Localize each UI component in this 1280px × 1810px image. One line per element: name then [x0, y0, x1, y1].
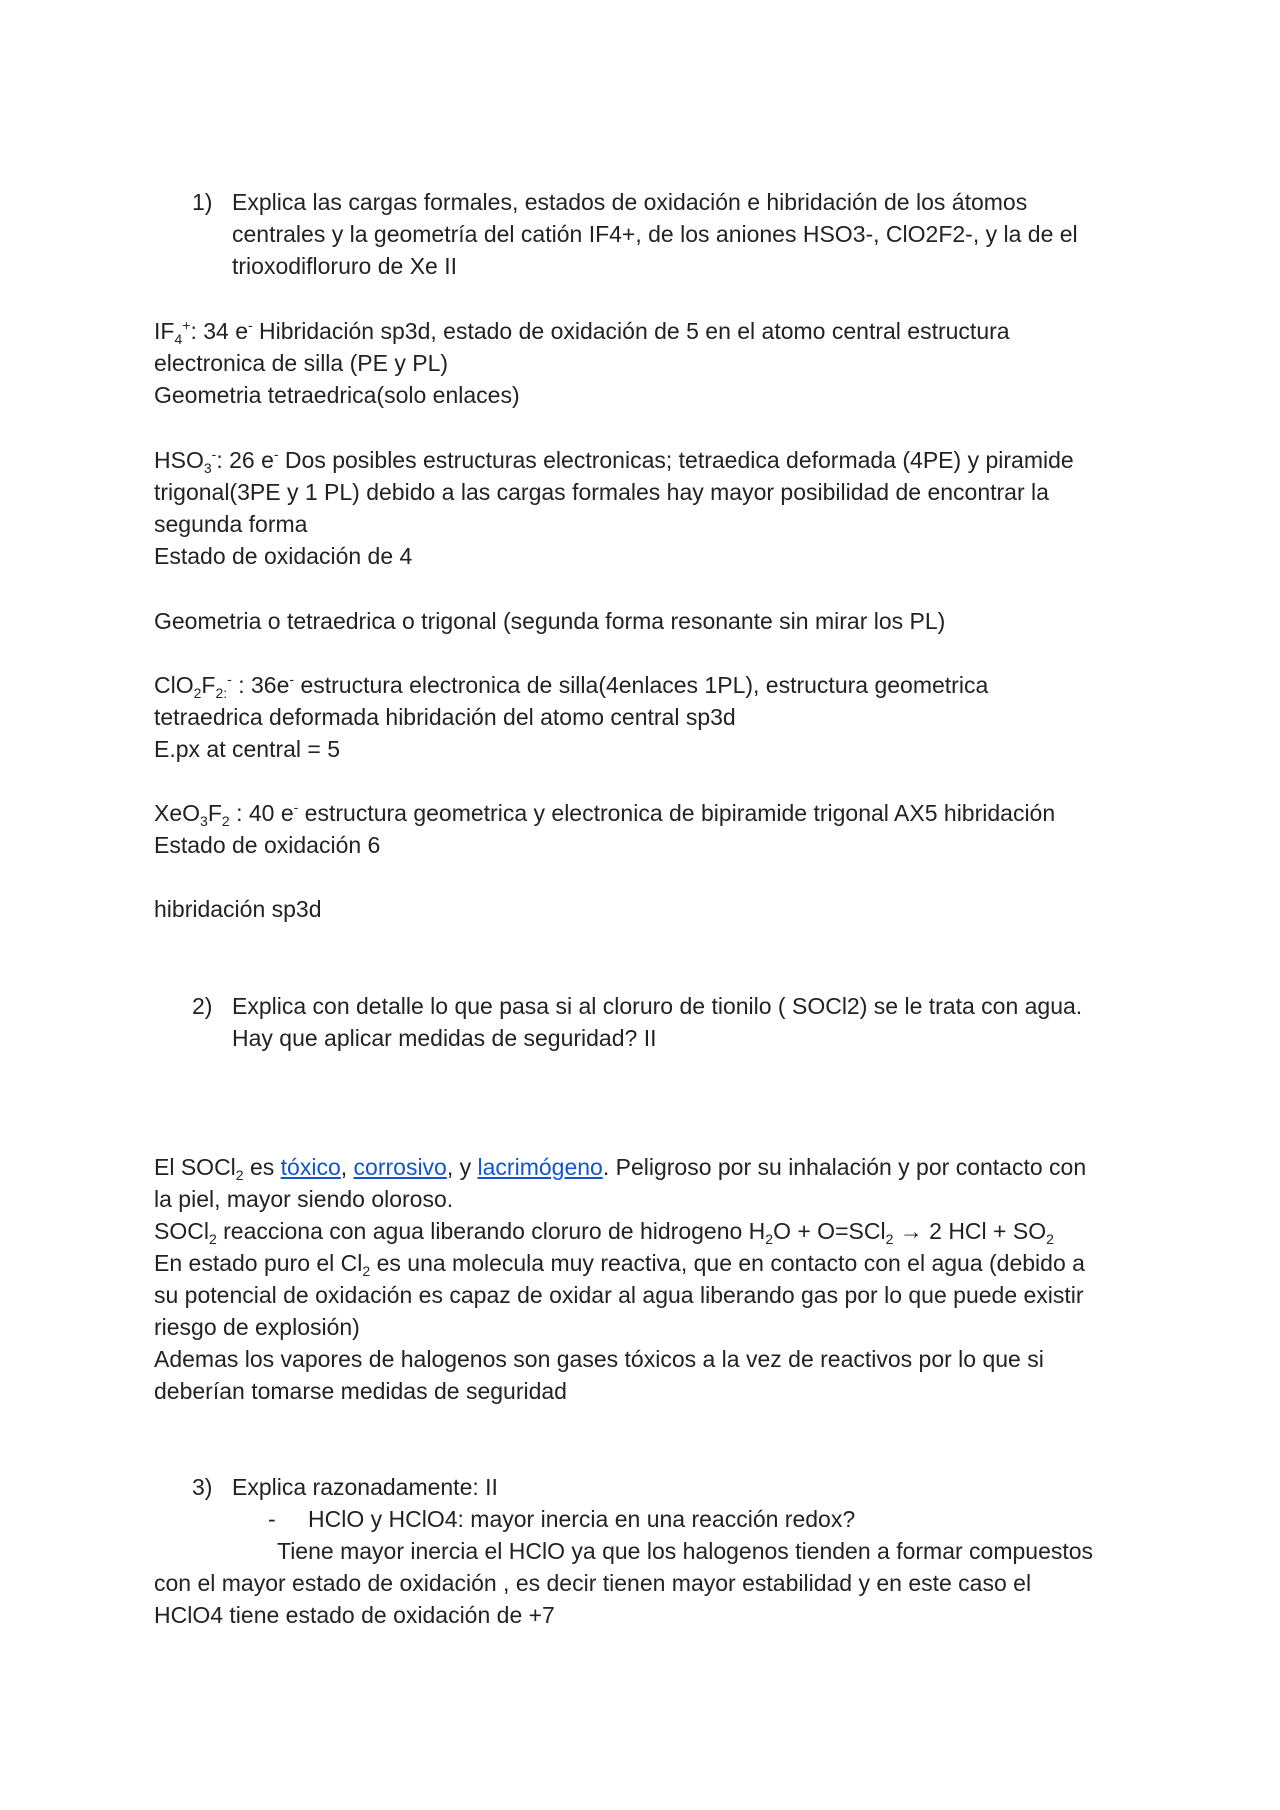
answer-3-line-2: con el mayor estado de oxidación , es decir tienen mayor estabilidad y en este caso el [154, 1570, 1032, 1596]
xeo3f2-line-3: hibridación sp3d [154, 896, 322, 922]
hso3-line-3: segunda forma [154, 511, 308, 537]
hso3-line-4: Estado de oxidación de 4 [154, 543, 413, 569]
socl2-line-4: En estado puro el $Cl_2$ es una molecula muy reactiva, que en contacto con el agua (debido a [154, 1250, 1085, 1279]
answer-3-line-1: Tiene mayor inercia el HClO ya que los halogenos tienden a formar compuestos [277, 1538, 1094, 1564]
if4-line-2: electronica de silla (PE y PL) [154, 350, 449, 376]
socl2-line-7: Ademas los vapores de halogenos son gases tóxicos a la vez de reactivos por lo que si [154, 1346, 1044, 1372]
socl2-line-3: SOCl$_2$ reacciona con agua liberando cloruro de hidrogeno $H_2O + O=SCl_2 \to 2$ HCl + $SO_2$ [154, 1218, 1054, 1247]
hso3-line-5: Geometria o tetraedrica o trigonal (segunda forma resonante sin mirar los PL) [154, 608, 946, 634]
xeo3f2-line-1: $XeO_3F_2$ : 40 e- estructura geometrica y electronica de bipiramide trigonal AX5 hibridación [154, 799, 1056, 829]
link-toxico[interactable]: tóxico [280, 1154, 341, 1180]
hso3-line-2: trigonal(3PE y 1 PL) debido a las cargas formales hay mayor posibilidad de encontrar la [154, 479, 1049, 505]
clo2f2-line-2: tetraedrica deformada hibridación del atomo central sp3d [154, 704, 736, 730]
clo2f2-line-1: $ClO_2F_{2:}^-$ : 36e- estructura electronica de silla(4enlaces 1PL), estructura geometrica [154, 671, 989, 701]
question-1-line-2: centrales y la geometría del catión IF4+, de los aniones HSO3-, ClO2F2-, y la de el [232, 221, 1078, 247]
question-3-item: HClO y HClO4: mayor inercia en una reacción redox? [308, 1506, 856, 1532]
socl2-line-6: riesgo de explosión) [154, 1314, 360, 1340]
socl2-line-1: El SOCl$_2$ es tóxico, corrosivo, y lacrimógeno. Peligroso por su inhalación y por contacto con [154, 1154, 1087, 1183]
question-1-line-3: trioxodifloruro de Xe II [232, 253, 458, 279]
if4-line-3: Geometria tetraedrica(solo enlaces) [154, 382, 520, 408]
answer-3-line-3: HClO4 tiene estado de oxidación de +7 [154, 1602, 555, 1628]
socl2-line-2: la piel, mayor siendo oloroso. [154, 1186, 454, 1212]
question-1-number: 1) [192, 189, 213, 215]
xeo3f2-line-2: Estado de oxidación 6 [154, 832, 381, 858]
clo2f2-line-3: E.px at central = 5 [154, 736, 341, 762]
question-3-number: 3) [192, 1474, 213, 1500]
question-3-line-1: Explica razonadamente: II [232, 1474, 498, 1500]
question-1-line-1: Explica las cargas formales, estados de oxidación e hibridación de los átomos [232, 189, 1028, 215]
link-lacrimogeno[interactable]: lacrimógeno [477, 1154, 603, 1180]
list-dash: - [268, 1506, 276, 1532]
question-2-number: 2) [192, 993, 213, 1019]
link-corrosivo[interactable]: corrosivo [353, 1154, 447, 1180]
if4-line-1: $IF_4^+$: 34 e- Hibridación sp3d, estado de oxidación de 5 en el atomo central estructura [154, 317, 1010, 347]
socl2-line-8: deberían tomarse medidas de seguridad [154, 1378, 567, 1404]
question-2-line-1: Explica con detalle lo que pasa si al cloruro de tionilo ( SOCl2) se le trata con agua. [232, 993, 1083, 1019]
hso3-line-1: $HSO_3^-$: 26 e- Dos posibles estructuras electronicas; tetraedica deformada (4PE) y piramide [154, 446, 1074, 476]
socl2-line-5: su potencial de oxidación es capaz de oxidar al agua liberando gas por lo que puede existir [154, 1282, 1084, 1308]
question-2-line-2: Hay que aplicar medidas de seguridad? II [232, 1025, 657, 1051]
